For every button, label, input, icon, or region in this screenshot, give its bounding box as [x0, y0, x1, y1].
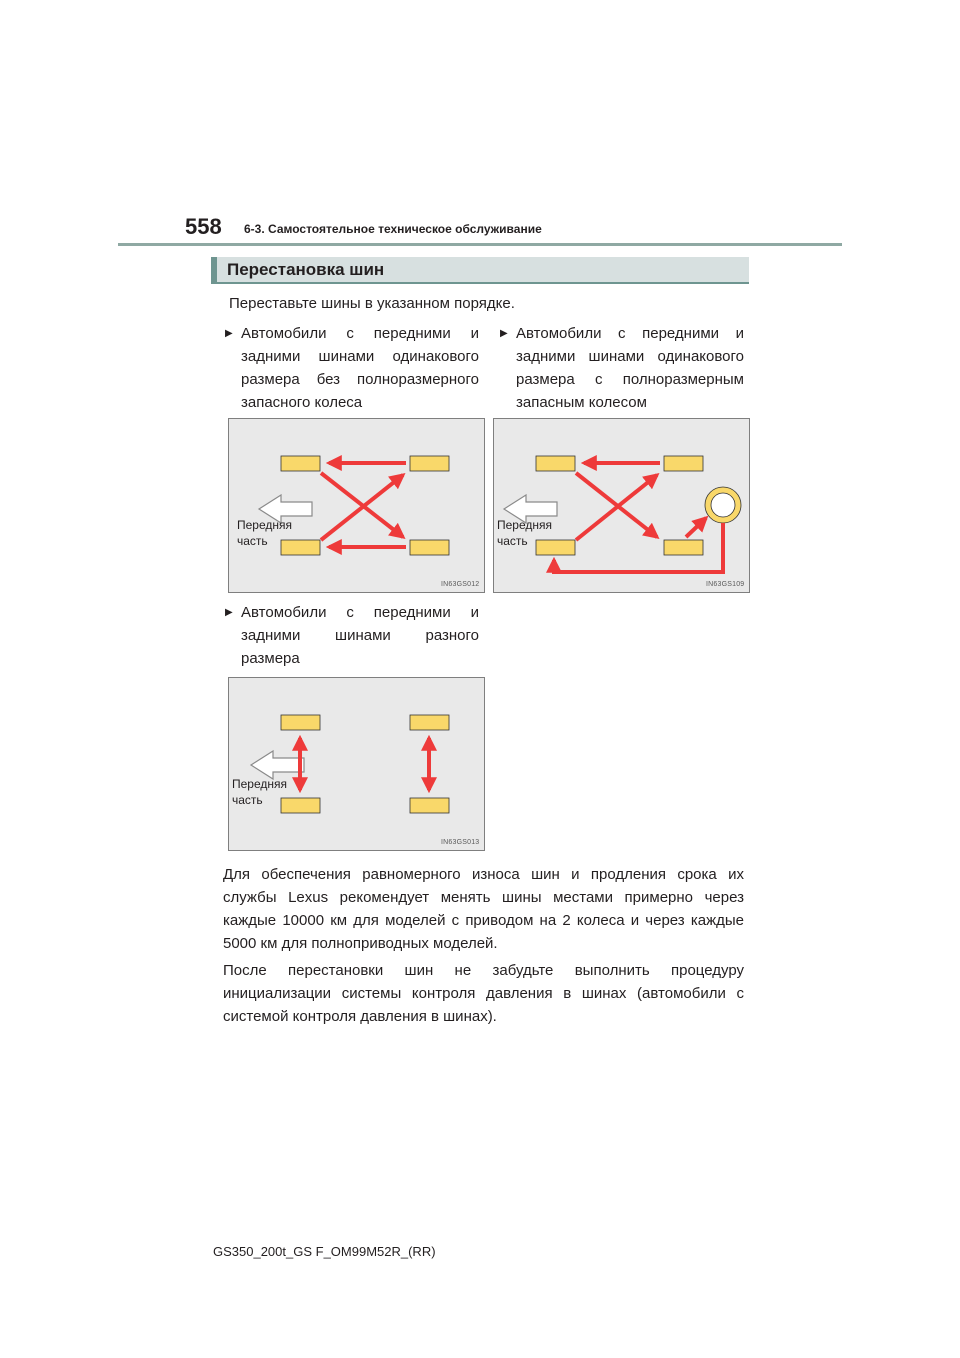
triangle-bullet-icon: ▶ [225, 607, 233, 618]
front-label: Передняя часть [237, 518, 293, 548]
bullet-text: Автомобили с передними и задними шинами разного размера [241, 604, 479, 667]
figure-rotation-same-size [228, 418, 485, 593]
triangle-bullet-icon: ▶ [500, 328, 508, 339]
front-label: Передняя часть [232, 777, 288, 807]
front-label: Передняя часть [497, 518, 553, 548]
tire-rear-right [664, 540, 703, 555]
tire-front-left [281, 456, 320, 471]
body-paragraph-1: Для обеспечения равномерного износа шин и продления срока их службы Lexus рекомендует менять шины местами примерно через каждые 10000 км для моделей с приводом на 2 колеса и через каждые 5000 км для полноприводных моделей. [223, 866, 744, 952]
topic-title: Перестановка шин [227, 260, 385, 279]
bullet-text: Автомобили с передними и задними шинами одинакового размера с полноразмерным запасным колесом [516, 325, 744, 411]
tire-rear-left [410, 715, 449, 730]
topic-title-bar [211, 257, 749, 284]
page-number: 558 [185, 214, 222, 239]
bullet-different-size [225, 601, 479, 670]
tire-rear-right [410, 540, 449, 555]
section-title: 6-3. Самостоятельное техническое обслуживание [244, 222, 542, 236]
figure-rotation-different-size [228, 677, 485, 851]
bullet-same-size-no-spare [225, 322, 479, 414]
tire-rear-left [410, 456, 449, 471]
arrow-rear-to-spare [686, 518, 706, 537]
bullet-same-size-with-spare [500, 322, 744, 414]
figure-code: IN63GS109 [706, 581, 745, 588]
body-paragraph-2: После перестановки шин не забудьте выполнить процедуру инициализации системы контроля давления в шинах (автомобили с системой контроля давления в шинах). [223, 962, 744, 1025]
header-divider [118, 243, 842, 246]
triangle-bullet-icon: ▶ [225, 328, 233, 339]
footer-document-code: GS350_200t_GS F_OM99M52R_(RR) [213, 1244, 436, 1259]
tire-rear-right [410, 798, 449, 813]
intro-text: Переставьте шины в указанном порядке. [229, 295, 515, 312]
figure-code: IN63GS013 [441, 839, 480, 846]
bullet-text: Автомобили с передними и задними шинами одинакового размера без полноразмерного запасного колеса [241, 325, 479, 411]
tire-front-left [281, 715, 320, 730]
tire-rear-left [664, 456, 703, 471]
figure-rotation-with-spare [493, 418, 750, 593]
figure-code: IN63GS012 [441, 581, 480, 588]
front-direction-arrow-icon [251, 751, 304, 779]
tire-front-left [536, 456, 575, 471]
